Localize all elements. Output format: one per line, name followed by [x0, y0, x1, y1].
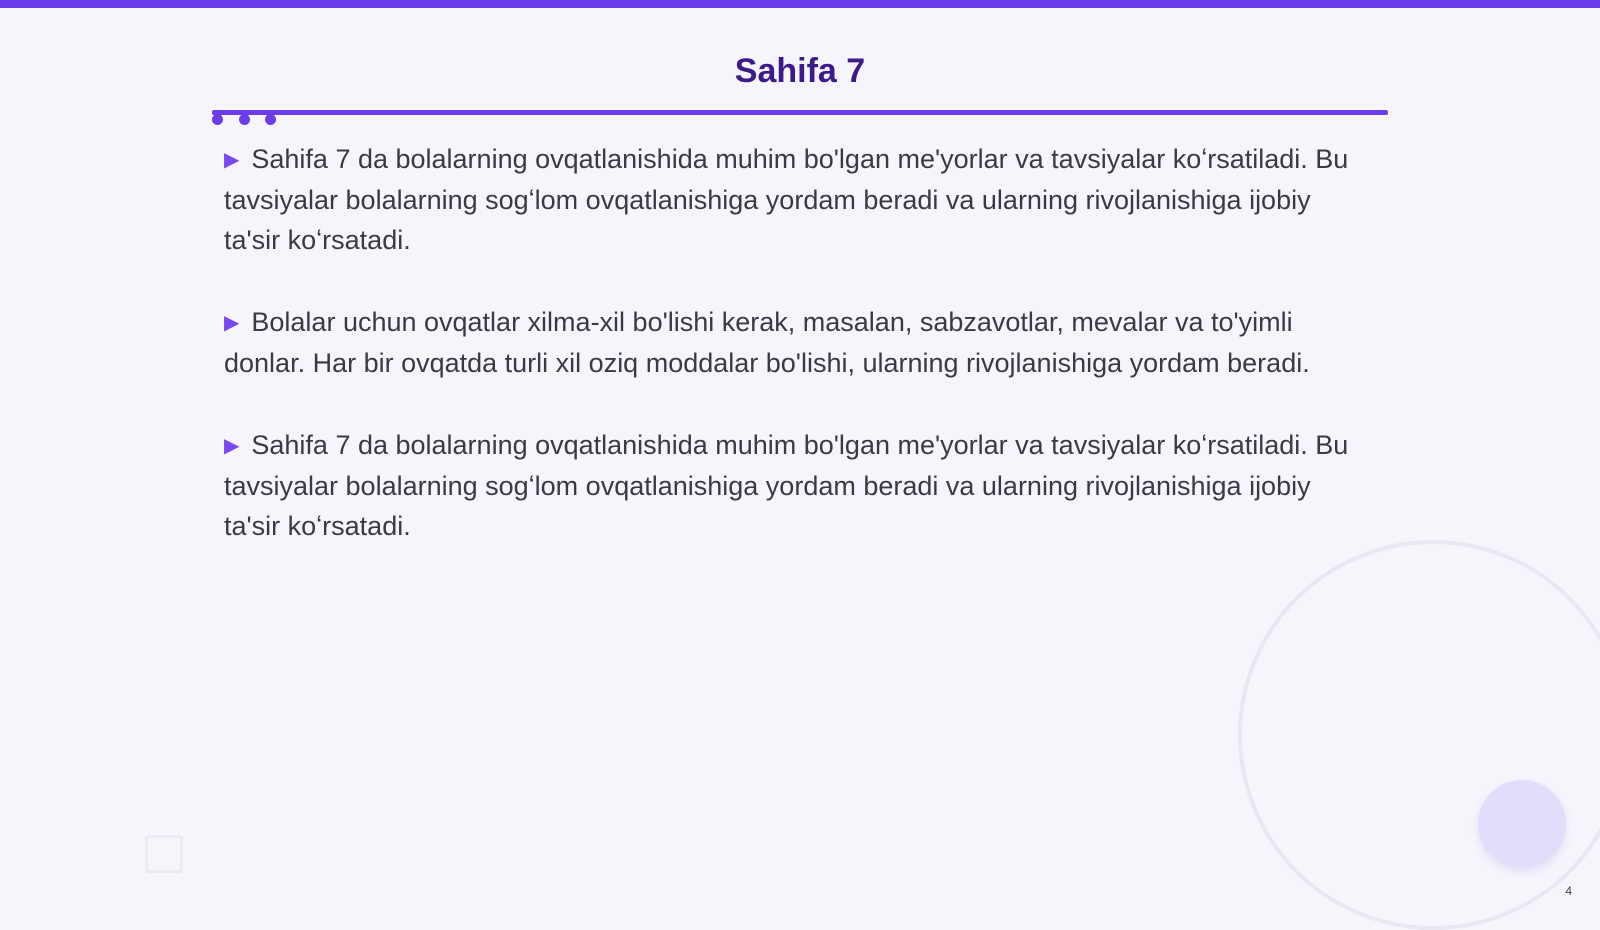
title-underline: [212, 110, 1388, 115]
dot-icon: [265, 114, 276, 125]
paragraph-text: Bolalar uchun ovqatlar xilma-xil bo'lishi kerak, masalan, sabzavotlar, mevalar va to'yimli donlar. Har bir ovqatda turli xil oziq moddalar bo'lishi, ularning rivojlanishiga yordam beradi.: [224, 307, 1310, 378]
dot-icon: [239, 114, 250, 125]
decorative-circle-filled: [1478, 780, 1566, 868]
page-number: 4: [1565, 884, 1572, 898]
paragraph-text: Sahifa 7 da bolalarning ovqatlanishida muhim bo'lgan me'yorlar va tavsiyalar koʻrsatiladi. Bu tavsiyalar bolalarning sogʻlom ovqatlanishiga yordam beradi va ularning rivojlanishiga ijobiy ta'sir koʻrsatadi.: [224, 144, 1349, 255]
bullet-paragraph-2: [224, 302, 1374, 383]
bullet-paragraph-1: [224, 139, 1374, 260]
slide-content: [224, 139, 1374, 588]
triangle-right-icon: ▶: [224, 312, 240, 334]
decorative-dots: [212, 114, 282, 126]
paragraph-text: Sahifa 7 da bolalarning ovqatlanishida muhim bo'lgan me'yorlar va tavsiyalar koʻrsatiladi. Bu tavsiyalar bolalarning sogʻlom ovqatlanishiga yordam beradi va ularning rivojlanishiga ijobiy ta'sir koʻrsatadi.: [224, 430, 1349, 541]
slide-title: Sahifa 7: [734, 52, 866, 90]
decorative-circle-outline: [1238, 540, 1600, 930]
bullet-paragraph-3: [224, 425, 1374, 546]
decorative-square-outline: [145, 835, 183, 873]
triangle-right-icon: ▶: [224, 149, 240, 171]
triangle-right-icon: ▶: [224, 435, 240, 457]
top-accent-bar: [0, 0, 1600, 8]
dot-icon: [212, 114, 223, 125]
